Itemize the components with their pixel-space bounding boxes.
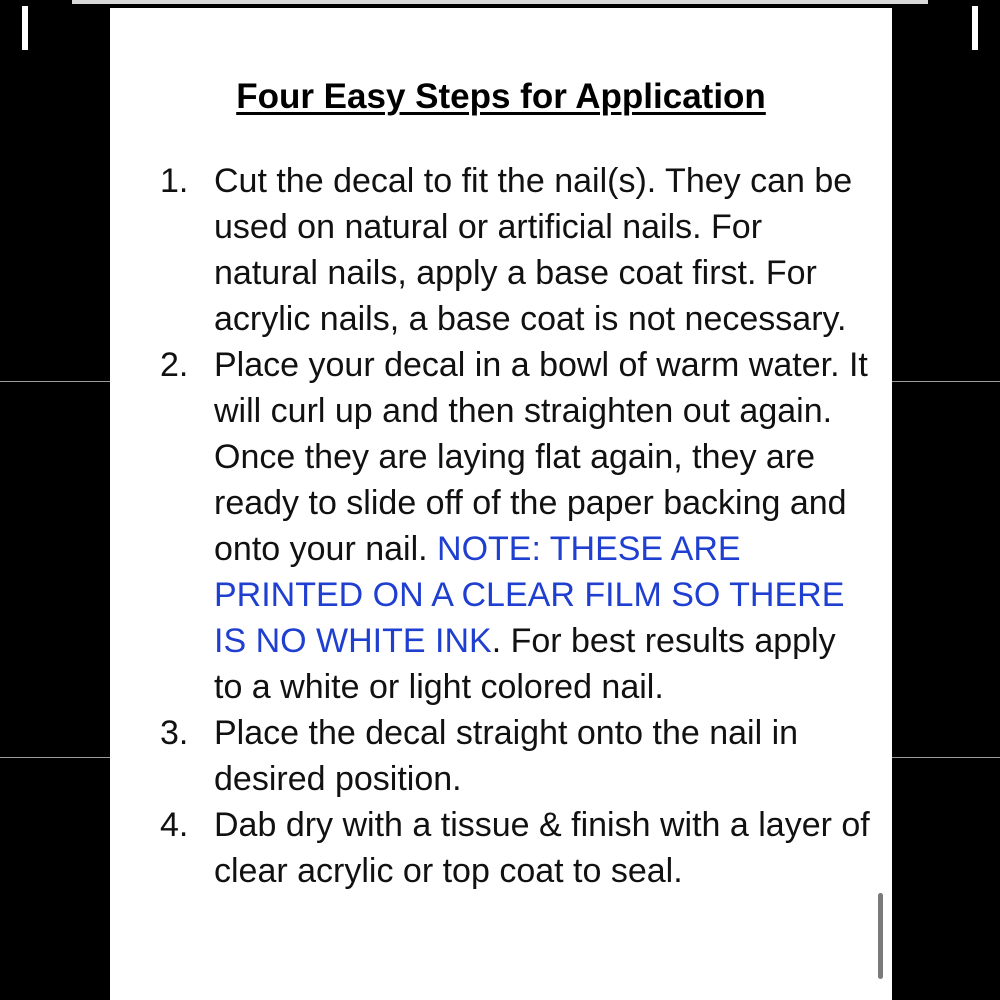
- steps-list: [160, 158, 870, 894]
- document-page: [110, 8, 892, 1000]
- step-2: [160, 342, 870, 710]
- step-number: 4.: [160, 806, 189, 844]
- step-text: Cut the decal to fit the nail(s). They can be used on natural or artificial nails. For natural nails, apply a base coat first. For acrylic nails, a base coat is not necessary.: [214, 162, 853, 338]
- step-text-before-note: Place your decal in a bowl of warm water. It will curl up and then straighten out again. Once they are laying flat again, they are ready to slide off of the paper backing and onto your nail.: [214, 346, 868, 568]
- right-divider-lower: [892, 757, 1000, 758]
- step-text: Place the decal straight onto the nail in desired position.: [214, 714, 799, 798]
- left-divider-lower: [0, 757, 110, 758]
- scrollbar-thumb[interactable]: [878, 893, 883, 979]
- document-title: Four Easy Steps for Application: [236, 77, 766, 116]
- left-divider-upper: [0, 381, 110, 382]
- step-note: NOTE: THESE ARE PRINTED ON A CLEAR FILM SO THERE IS NO WHITE INK: [214, 530, 845, 660]
- frame-top-edge: [72, 0, 928, 4]
- step-number: 1.: [160, 162, 189, 200]
- step-1: [160, 158, 870, 342]
- step-number: 3.: [160, 714, 189, 752]
- step-number: 2.: [160, 346, 189, 384]
- right-divider-upper: [892, 381, 1000, 382]
- step-4: [160, 802, 870, 894]
- frame-right-edge: [972, 6, 978, 50]
- step-3: [160, 710, 870, 802]
- step-text-after-note: . For best results apply to a white or light colored nail.: [214, 622, 836, 706]
- frame-left-edge: [22, 6, 28, 50]
- step-text: Dab dry with a tissue & finish with a layer of clear acrylic or top coat to seal.: [214, 806, 870, 890]
